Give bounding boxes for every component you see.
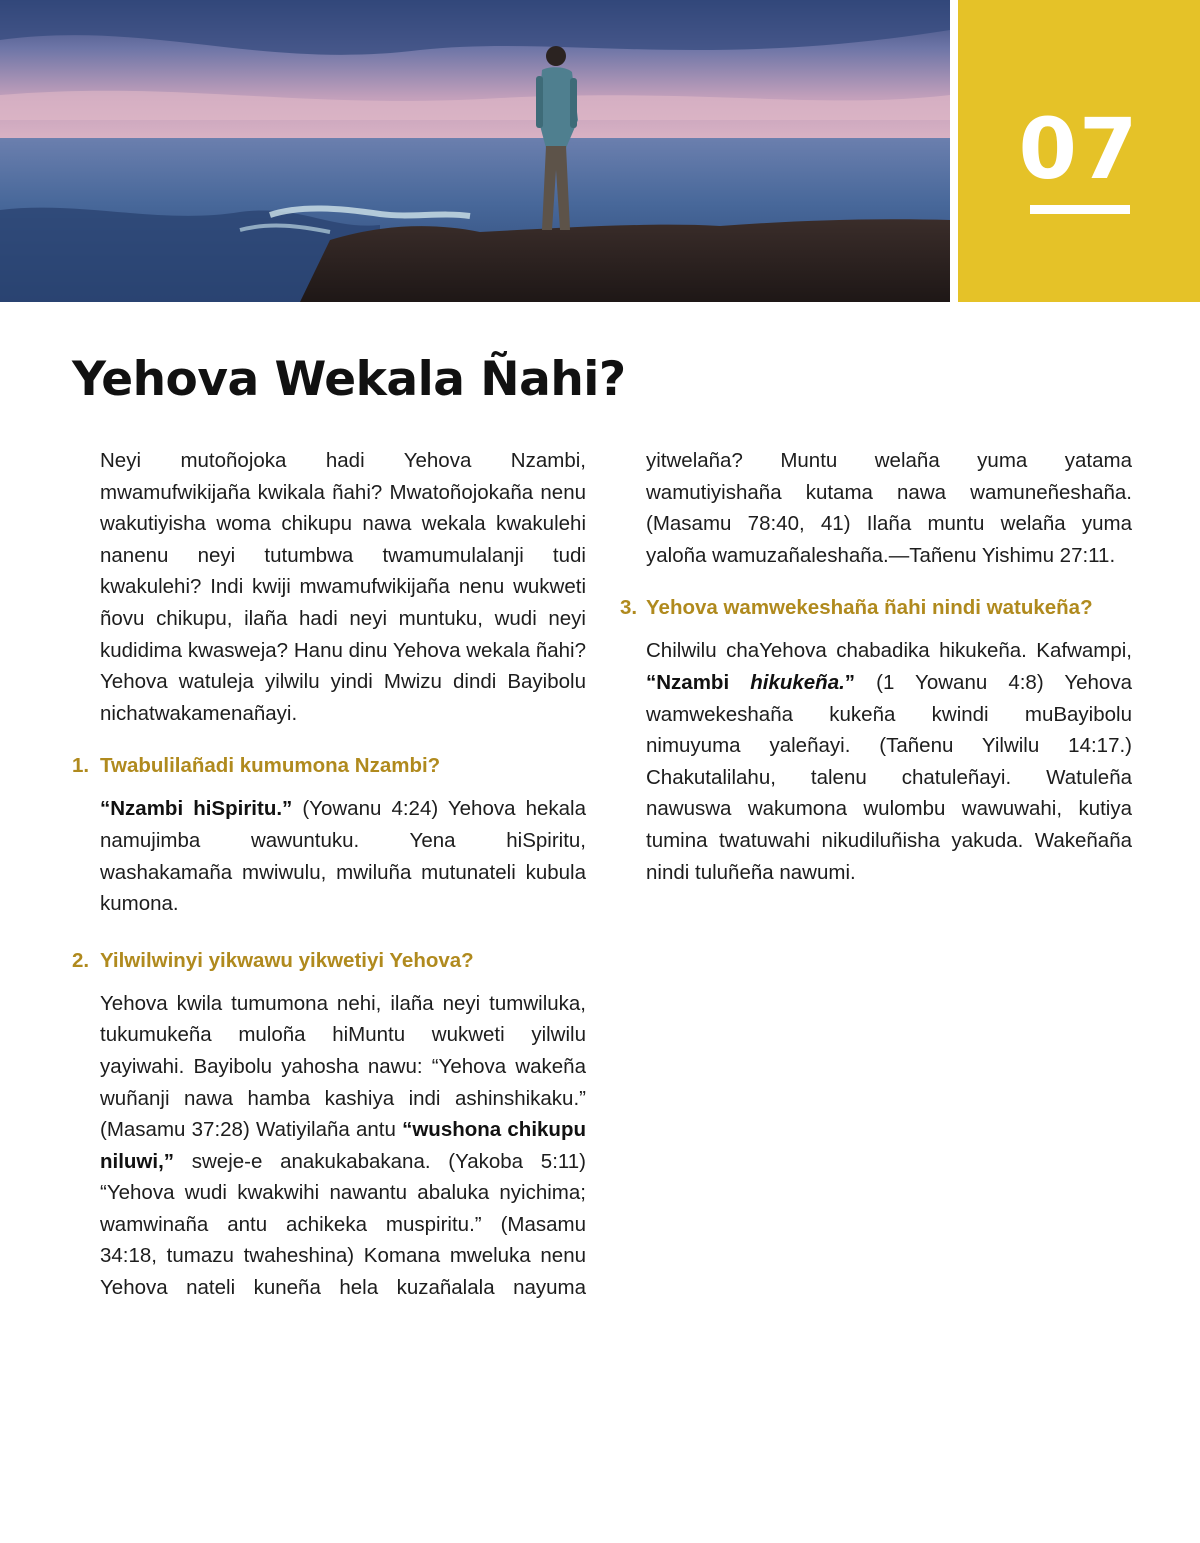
answer-2-paragraph-part-1 xyxy=(72,988,586,1304)
answer-text: Yehova kwila tumumona nehi, ilaña neyi tumwiluka, tukumukeña muloña hiMuntu wukweti yilwilu yayiwahi. Bayibolu yahosha nawu: “Yehova wakeña wuñanji nawa hamba kashiya indi ashinshikaku.” (Masamu 37:28) Watiyilaña antu xyxy=(100,991,586,1142)
chapter-number: 07 xyxy=(1018,100,1140,198)
question-3 xyxy=(620,593,1132,623)
left-column xyxy=(72,445,586,1304)
hero-image xyxy=(0,0,950,302)
answer-2-continued: yitwelaña? Muntu welaña yuma yatama wamutiyishaña kutama nawa wamuneñeshaña. (Masamu 78:40, 41) Ilaña muntu welaña yuma yaloña wamuzañaleshaña.—Tañenu Yishimu 27:11. xyxy=(646,449,1132,567)
answer-3-paragraph xyxy=(620,635,1132,888)
scripture-quote-emphasis: hikukeña. xyxy=(750,670,845,694)
question-number: 1. xyxy=(72,754,90,778)
seascape-illustration xyxy=(0,0,950,302)
scripture-quote-close: ” xyxy=(844,670,856,694)
question-text: Yehova wamwekeshaña ñahi nindi watukeña? xyxy=(646,596,1093,620)
question-number: 2. xyxy=(72,948,90,972)
scripture-quote: “wushona chikupu niluwi,” xyxy=(100,1118,586,1173)
answer-text: sweje-e anakukabakana. (Yakoba 5:11) “Yehova wudi kwakwihi nawantu abaluka nyichima; wamwinaña antu achikeka muspiritu.” (Masamu 34:18, tumazu twaheshina) Komana mweluka nenu Yehova nateli kuneña hela kuzañalala nayuma xyxy=(100,1149,586,1300)
chapter-badge xyxy=(958,0,1200,302)
question-text: Yilwilwinyi yikwawu yikwetiyi Yehova? xyxy=(100,948,474,972)
question-1 xyxy=(72,751,586,781)
question-number: 3. xyxy=(620,596,638,620)
scripture-quote: “Nzambi hiSpiritu.” xyxy=(100,797,293,821)
answer-text: (Yowanu 4:24) Yehova hekala namujimba wawuntuku. Yena hiSpiritu, washakamaña mwiwulu, mwiluña mutunateli kubula kumona. xyxy=(100,797,586,916)
answer-text: Chilwilu chaYehova chabadika hikukeña. Kafwampi, xyxy=(646,639,1132,663)
answer-text: (1 Yowanu 4:8) Yehova wamwekeshaña kukeña kwindi muBayibolu nimuyuma yaleñayi. (Tañenu Yilwilu 14:17.) Chakutalilahu, talenu chatuleñayi. Watuleña nawuswa wakumona wulombu wawuwahi, kutiya tumina twatuwahi nikudiluñisha yakuda. Wakeñaña nindi tuluñeña nawumi. xyxy=(646,670,1132,884)
page-title: Yehova Wekala Ñahi? xyxy=(72,352,626,407)
scripture-quote: “Nzambi xyxy=(646,670,751,694)
question-2 xyxy=(72,946,586,976)
chapter-underline xyxy=(1030,205,1130,214)
right-column xyxy=(620,445,1132,888)
answer-1-paragraph xyxy=(72,793,586,919)
question-text: Twabulilañadi kumumona Nzambi? xyxy=(100,754,441,778)
intro-paragraph: Neyi mutoñojoka hadi Yehova Nzambi, mwamufwikijaña kwikala ñahi? Mwatoñojokaña nenu wakutiyisha woma chikupu nawa wekala kwakulehi nanenu neyi tutumbwa twamumulalanji tudi kwakulehi? Indi kwiji mwamufwikijaña nenu wukweti ñovu chikupu, ilaña hadi neyi muntuku, wudi neyi kudidima kwasweja? Hanu dinu Yehova wekala ñahi? Yehova watuleja yilwilu yindi Mwizu dindi Bayibolu nichatwakamenañayi. xyxy=(100,449,586,725)
